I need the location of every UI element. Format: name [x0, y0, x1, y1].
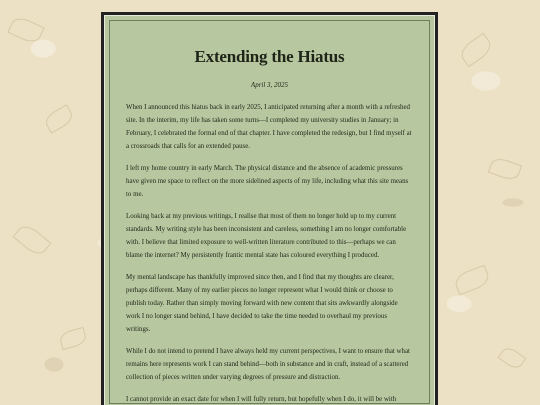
post-paragraph: When I announced this hiatus back in early 2025, I anticipated returning after a month with a refreshed site. In the interim, my life has taken some turns—I completed my university studies in January; in February, I celebrated the formal end of that chapter. I have completed the redesign, but I find myself at a crossroads that calls for an extended pause.	[126, 104, 412, 150]
post-paragraph: My mental landscape has thankfully improved since then, and I find that my thoughts are clearer, perhaps different. Many of my earlier pieces no longer represent what I would think or choose to publish today. Rather than simply moving forward with new content that sits awkwardly alongside work I no longer stand behind, I have decided to take the time needed to overhaul my previous writings.	[126, 274, 398, 333]
wallpaper-pattern	[498, 345, 527, 372]
wallpaper-pattern	[42, 104, 75, 134]
page-frame	[101, 12, 438, 405]
wallpaper-pattern	[7, 14, 44, 46]
wallpaper-pattern	[457, 33, 495, 68]
post-paragraph: While I do not intend to pretend I have always held my current perspectives, I want to ensure that what remains here represents work I can stand behind—both in substance and in craft, instead of a scattered collection of pieces written under varying degrees of pressure and distraction.	[126, 348, 410, 381]
wallpaper-pattern	[13, 221, 52, 258]
post-title: Extending the Hiatus	[194, 47, 345, 66]
post-date: April 3, 2025	[250, 81, 289, 89]
article[interactable]	[109, 20, 430, 404]
post-paragraph: Looking back at my previous writings, I realise that most of them no longer hold up to my current standards. My writing style has been inconsistent and careless, something I am no longer comfortable with. I believe that limited exposure to well-written literature contributed to this—perhaps we can blame the internet? My persistently frantic mental state has coloured everything I produced.	[126, 213, 407, 259]
post-paragraph: I cannot provide an exact date for when I will fully return, but hopefully when I do, it will be with	[126, 396, 397, 403]
wallpaper-pattern	[453, 265, 492, 295]
wallpaper-pattern	[488, 155, 522, 182]
post-paragraph: I left my home country in early March. The physical distance and the absence of academic pressures have given me space to reflect on the more sidelined aspects of my life, including what this site means to me.	[126, 165, 409, 198]
wallpaper-pattern	[58, 327, 88, 350]
page-inner-border	[104, 15, 435, 405]
